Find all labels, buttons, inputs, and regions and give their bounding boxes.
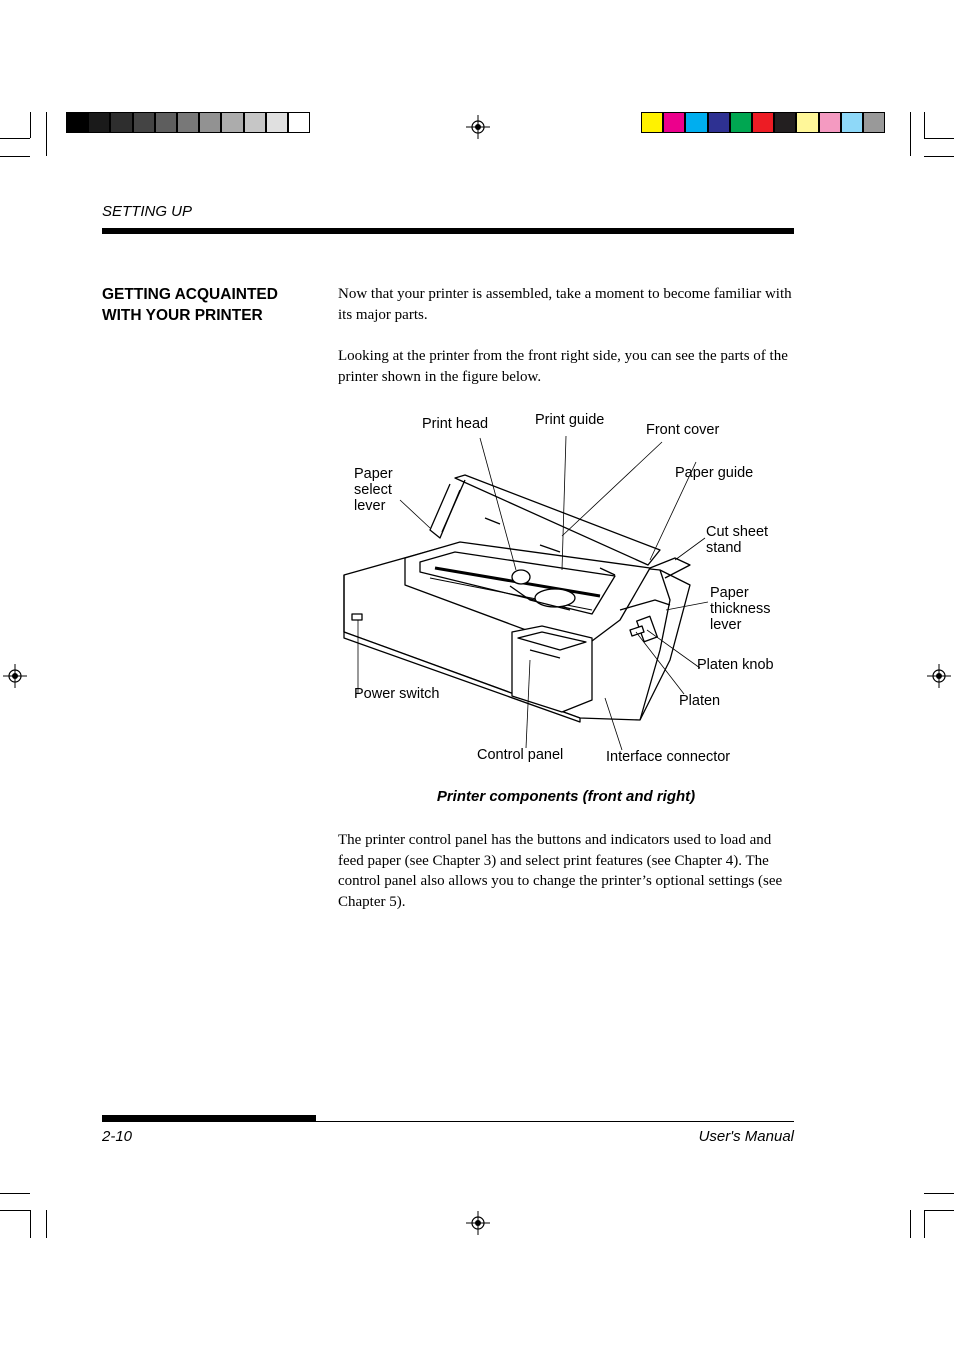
footer-bar [102, 1115, 316, 1122]
label-print-head: Print head [422, 416, 489, 432]
label-platen-knob: Platen knob [697, 657, 774, 673]
color-swatch [133, 112, 155, 133]
color-swatch [155, 112, 177, 133]
color-swatch [685, 112, 707, 133]
color-swatch [641, 112, 663, 133]
manual-title: User's Manual [698, 1128, 794, 1145]
page-number: 2-10 [102, 1128, 133, 1145]
label-front-cover: Front cover [646, 422, 720, 438]
label-cut-sheet-stand: Cut sheet stand [706, 524, 769, 556]
color-swatch [266, 112, 288, 133]
color-swatch [244, 112, 266, 133]
view-paragraph: Looking at the printer from the front right side, you can see the parts of the printer shown in the figure below. [338, 348, 788, 385]
color-swatch [177, 112, 199, 133]
registration-target-icon [3, 664, 27, 688]
label-paper-select-lever: Paper select lever [354, 466, 393, 514]
color-swatch [199, 112, 221, 133]
label-interface-connector: Interface connector [606, 749, 731, 765]
color-swatch [774, 112, 796, 133]
color-swatch [752, 112, 774, 133]
color-swatch [110, 112, 132, 133]
color-swatch [288, 112, 310, 133]
label-control-panel: Control panel [477, 747, 564, 763]
section-title-line: WITH YOUR PRINTER [102, 307, 263, 324]
label-platen: Platen [679, 693, 721, 709]
color-swatch [708, 112, 730, 133]
registration-target-icon [466, 1211, 490, 1235]
color-swatch [88, 112, 110, 133]
intro-paragraph: Now that your printer is assembled, take a moment to become familiar with its major parts. [338, 286, 792, 323]
figure-caption: Printer components (front and right) [436, 788, 696, 805]
color-swatch [863, 112, 885, 133]
registration-target-icon [927, 664, 951, 688]
registration-target-icon [466, 115, 490, 139]
section-title [102, 284, 312, 326]
color-swatch [221, 112, 243, 133]
section-title-line: GETTING ACQUAINTED [102, 286, 278, 303]
footer-rule [316, 1121, 794, 1122]
color-swatch [66, 112, 88, 133]
color-swatch [819, 112, 841, 133]
color-swatch [841, 112, 863, 133]
control-panel-paragraph: The printer control panel has the buttons and indicators used to load and feed paper (see Chapter 3) and select print features (see Chapter 4). The control panel also allows you to change the printer’s optional settings (see Chapter 5). [338, 832, 783, 910]
color-swatch [730, 112, 752, 133]
label-print-guide: Print guide [535, 412, 605, 428]
header-rule [102, 228, 794, 234]
color-swatch [796, 112, 818, 133]
label-paper-guide: Paper guide [675, 465, 754, 481]
color-swatch [663, 112, 685, 133]
label-power-switch: Power switch [354, 686, 440, 702]
running-head: SETTING UP [102, 203, 193, 220]
label-paper-thickness-lever: Paper thickness lever [710, 585, 771, 633]
